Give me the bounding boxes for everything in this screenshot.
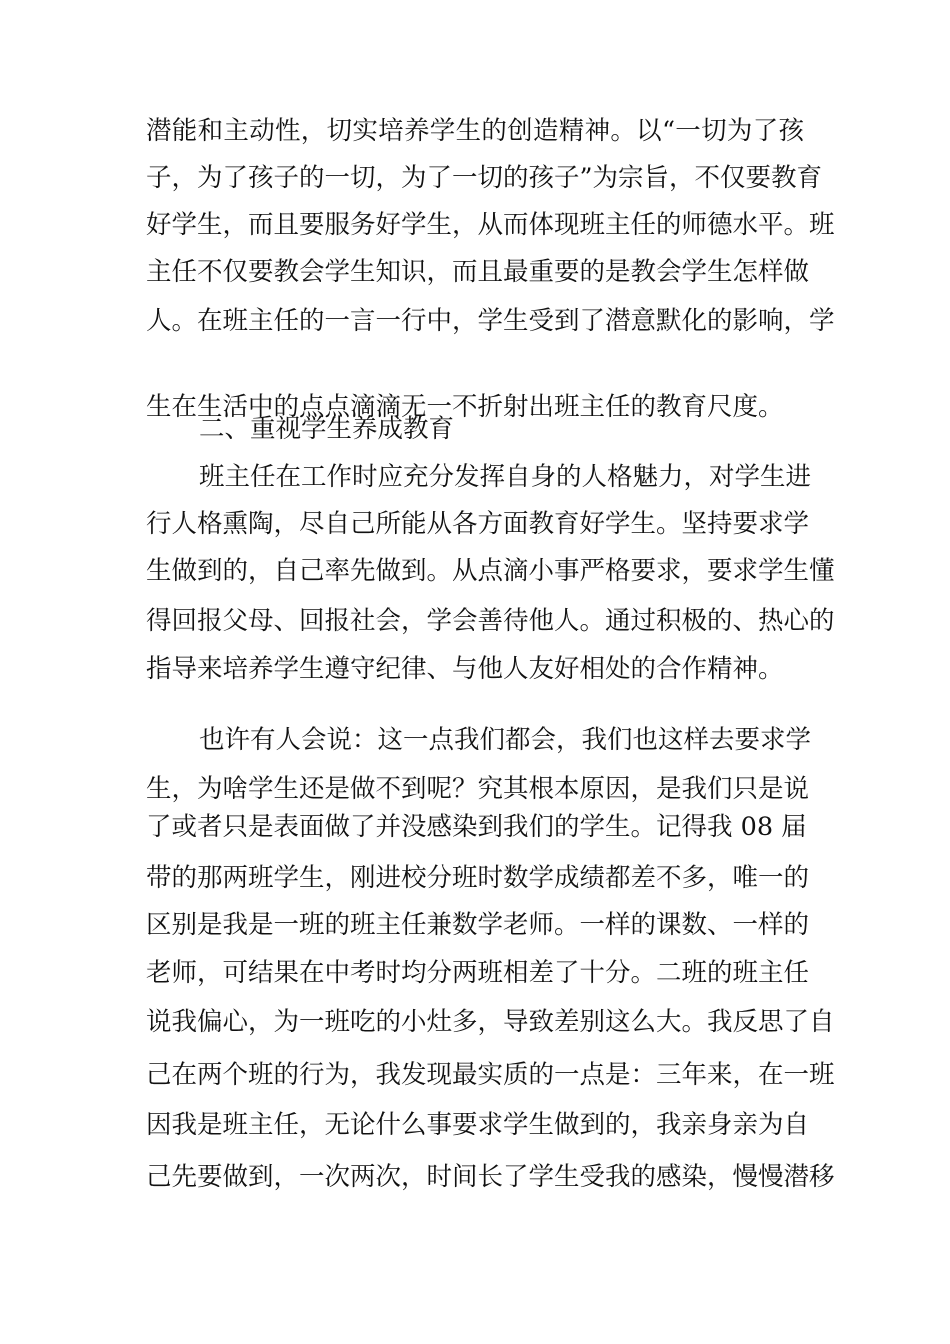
text-line: 了或者只是表面做了并没感染到我们的学生。记得我 08 届 [146, 812, 807, 842]
section-heading: 二、重视学生养成教育 [199, 414, 455, 444]
text-line: 因我是班主任，无论什么事要求学生做到的，我亲身亲为自 [146, 1110, 810, 1140]
text-line: 己在两个班的行为，我发现最实质的一点是：三年来，在一班 [146, 1060, 835, 1090]
text-line: 说我偏心，为一班吃的小灶多，导致差别这么大。我反思了自 [146, 1007, 835, 1037]
text-line: 得回报父母、回报社会，学会善待他人。通过积极的、热心的 [146, 606, 835, 636]
text-line: 主任不仅要教会学生知识，而且最重要的是教会学生怎样做 [146, 257, 810, 287]
text-line: 生做到的，自己率先做到。从点滴小事严格要求，要求学生懂 [146, 556, 835, 586]
text-line: 区别是我是一班的班主任兼数学老师。一样的课数、一样的 [146, 910, 810, 940]
paragraph-last-line: 指导来培养学生遵守纪律、与他人友好相处的合作精神。 [146, 654, 784, 684]
text-line: 老师，可结果在中考时均分两班相差了十分。二班的班主任 [146, 958, 810, 988]
text-line: 人。在班主任的一言一行中，学生受到了潜意默化的影响，学 [146, 306, 835, 336]
paragraph-first-line: 班主任在工作时应充分发挥自身的人格魅力，对学生进 [199, 462, 812, 492]
text-line: 己先要做到，一次两次，时间长了学生受我的感染，慢慢潜移 [146, 1162, 835, 1192]
paragraph-first-line: 也许有人会说：这一点我们都会，我们也这样去要求学 [199, 725, 812, 755]
paragraph-last-line: 生在生活中的点点滴滴无一不折射出班主任的教育尺度。 [146, 392, 784, 422]
text-line: 行人格熏陶，尽自己所能从各方面教育好学生。坚持要求学 [146, 509, 810, 539]
text-line: 潜能和主动性，切实培养学生的创造精神。以“一切为了孩 [146, 116, 804, 146]
text-line: 生，为啥学生还是做不到呢？究其根本原因，是我们只是说 [146, 774, 810, 804]
text-line: 带的那两班学生，刚进校分班时数学成绩都差不多，唯一的 [146, 863, 810, 893]
text-line: 子，为了孩子的一切，为了一切的孩子”为宗旨，不仅要教育 [146, 163, 823, 193]
text-line: 好学生，而且要服务好学生，从而体现班主任的师德水平。班 [146, 210, 835, 240]
